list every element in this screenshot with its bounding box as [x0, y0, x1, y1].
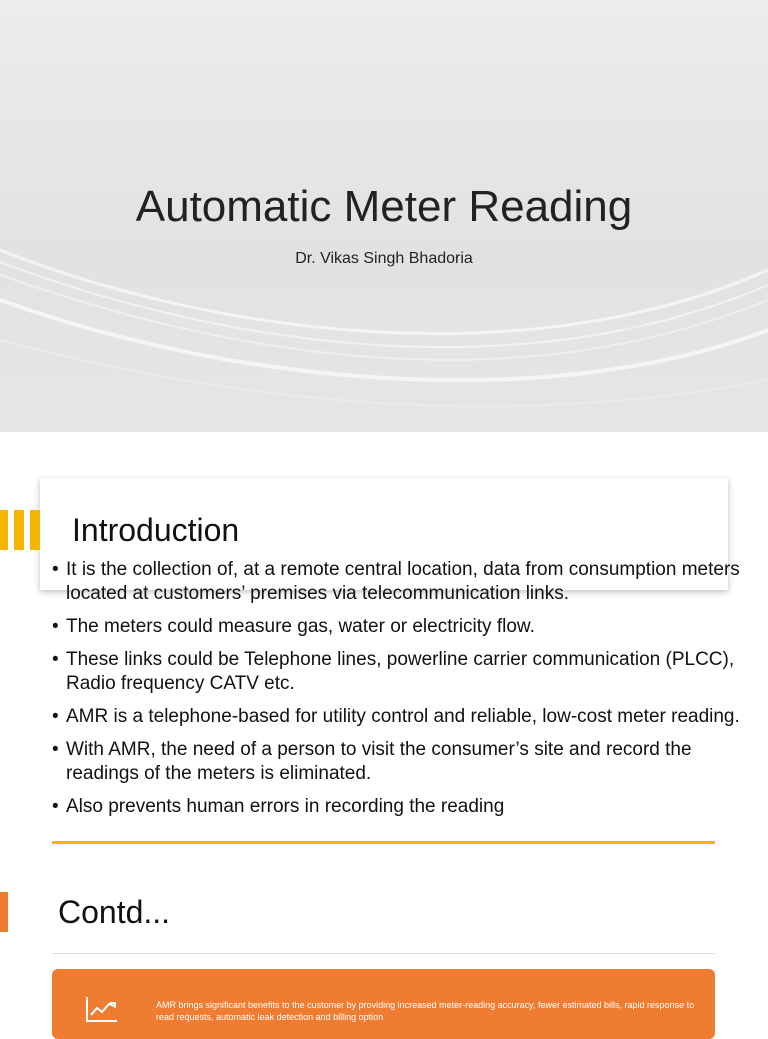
bullet-item: • With AMR, the need of a person to visit the consumer’s site and record the readings of the meters is eliminated.: [52, 738, 752, 786]
trend-chart-icon: [85, 995, 119, 1023]
slide-title: Contd...: [58, 894, 171, 930]
bullet-item: • Also prevents human errors in recording the reading: [52, 795, 752, 819]
contd-slide: [0, 856, 768, 1024]
info-box: [52, 969, 715, 1039]
bullet-item: • AMR is a telephone-based for utility control and reliable, low-cost meter reading.: [52, 705, 752, 729]
bullet-item: • These links could be Telephone lines, powerline carrier communication (PLCC), Radio frequency CATV etc.: [52, 648, 752, 696]
slide-subtitle: Dr. Vikas Singh Bhadoria: [295, 250, 473, 267]
info-box-text: AMR brings significant benefits to the customer by providing increased meter-reading accuracy, fewer estimated bills, rapid response to read requests, automatic leak detection and billing option: [156, 1000, 695, 1022]
slide-title: Automatic Meter Reading: [135, 182, 633, 231]
title-slide: [0, 0, 768, 432]
accent-underline: [52, 841, 715, 844]
bullet-item: • It is the collection of, at a remote central location, data from consumption meters located at customers’ premises via telecommunication links.: [52, 558, 752, 606]
accent-tab: [0, 892, 8, 932]
bullet-item: • The meters could measure gas, water or electricity flow.: [52, 615, 752, 639]
divider: [52, 953, 715, 954]
introduction-slide: [0, 432, 768, 856]
slide-title: Introduction: [72, 512, 240, 548]
bullet-list: [52, 558, 752, 828]
